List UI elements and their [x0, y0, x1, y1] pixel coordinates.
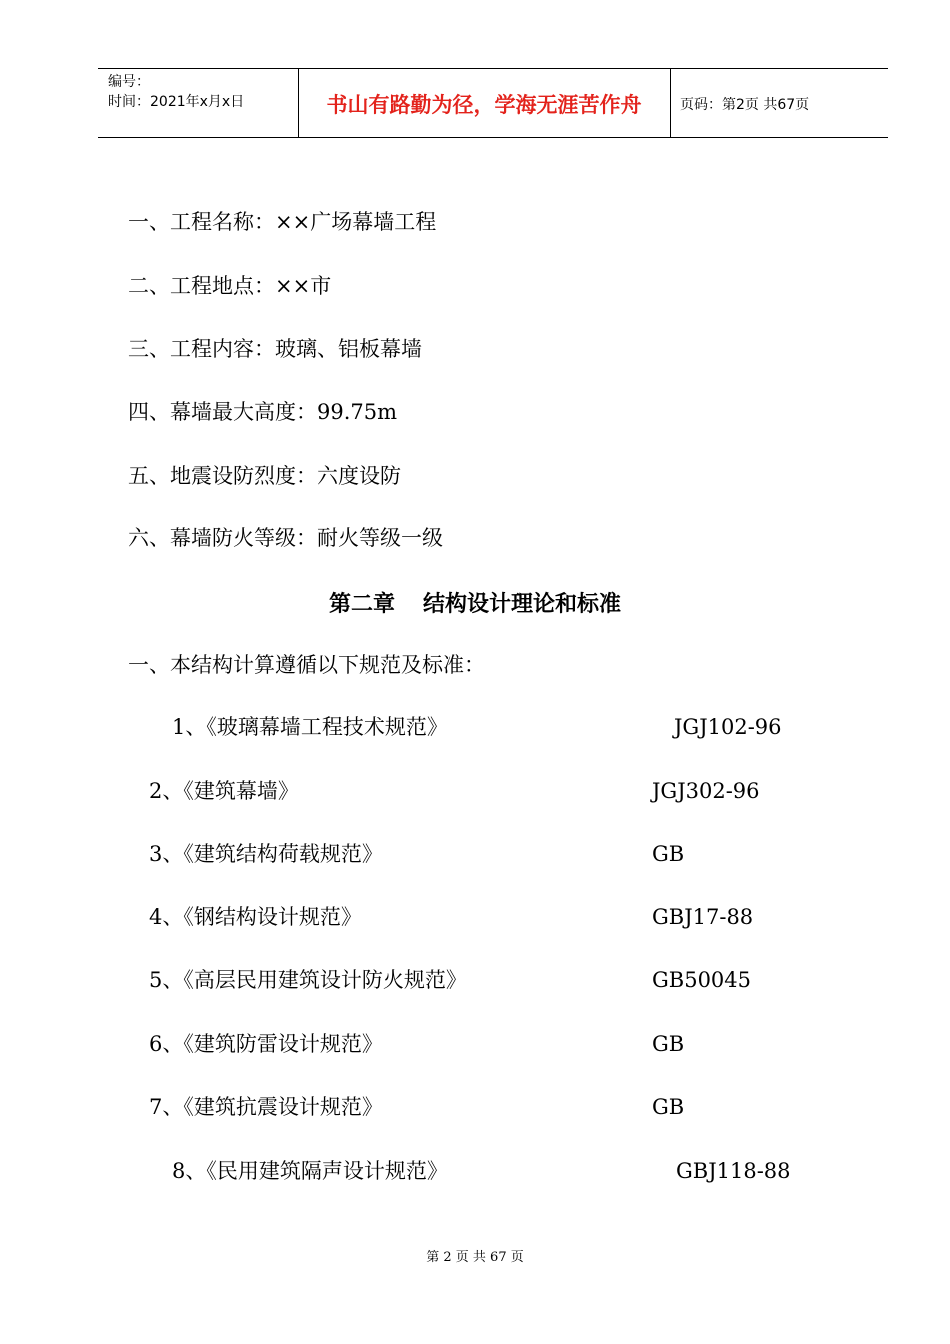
- standard-code: GBJ17-88: [652, 905, 754, 929]
- project-max-height: 四、幕墙最大高度：99.75m: [128, 400, 398, 424]
- project-name: 一、工程名称：××广场幕墙工程: [128, 210, 437, 234]
- standard-name: 3、《建筑结构荷载规范》: [149, 842, 383, 866]
- document-time-label: 时间：2021年x月x日: [108, 94, 245, 110]
- standard-name: 8、《民用建筑隔声设计规范》: [172, 1159, 448, 1183]
- standard-code: GB: [652, 842, 685, 866]
- standard-code: GB: [652, 1032, 685, 1056]
- chapter-title: 结构设计理论和标准: [423, 592, 622, 617]
- standard-name: 4、《钢结构设计规范》: [149, 905, 362, 929]
- chapter-number: 第二章: [328, 592, 395, 617]
- document-number-label: 编号：: [108, 74, 150, 90]
- header-motto: 书山有路勤为径，学海无涯苦作舟: [326, 93, 642, 117]
- header-motto-cell: [298, 69, 671, 137]
- standard-code: GB50045: [652, 968, 752, 992]
- chapter-heading: [0, 587, 950, 618]
- project-seismic-intensity: 五、地震设防烈度：六度设防: [128, 464, 401, 488]
- header-meta-cell: [98, 69, 299, 137]
- project-fire-rating: 六、幕墙防火等级：耐火等级一级: [128, 526, 443, 550]
- page-footer: 第 2 页 共 67 页: [426, 1250, 524, 1265]
- standard-name: 1、《玻璃幕墙工程技术规范》: [172, 715, 448, 739]
- standard-name: 6、《建筑防雷设计规范》: [149, 1032, 383, 1056]
- standard-code: GBJ118-88: [676, 1159, 791, 1183]
- page-header: [98, 68, 888, 138]
- header-page-info: 页码：第2页 共67页: [680, 97, 810, 113]
- standard-code: JGJ302-96: [652, 779, 760, 803]
- section-intro: 一、本结构计算遵循以下规范及标准：: [128, 653, 485, 677]
- standard-code: GB: [652, 1095, 685, 1119]
- standard-code: JGJ102-96: [674, 715, 782, 739]
- header-page-cell: [670, 69, 888, 137]
- standard-name: 2、《建筑幕墙》: [149, 779, 299, 803]
- project-content: 三、工程内容：玻璃、铝板幕墙: [128, 337, 422, 361]
- standard-name: 7、《建筑抗震设计规范》: [149, 1095, 383, 1119]
- project-location: 二、工程地点：××市: [128, 274, 332, 298]
- standard-name: 5、《高层民用建筑设计防火规范》: [149, 968, 467, 992]
